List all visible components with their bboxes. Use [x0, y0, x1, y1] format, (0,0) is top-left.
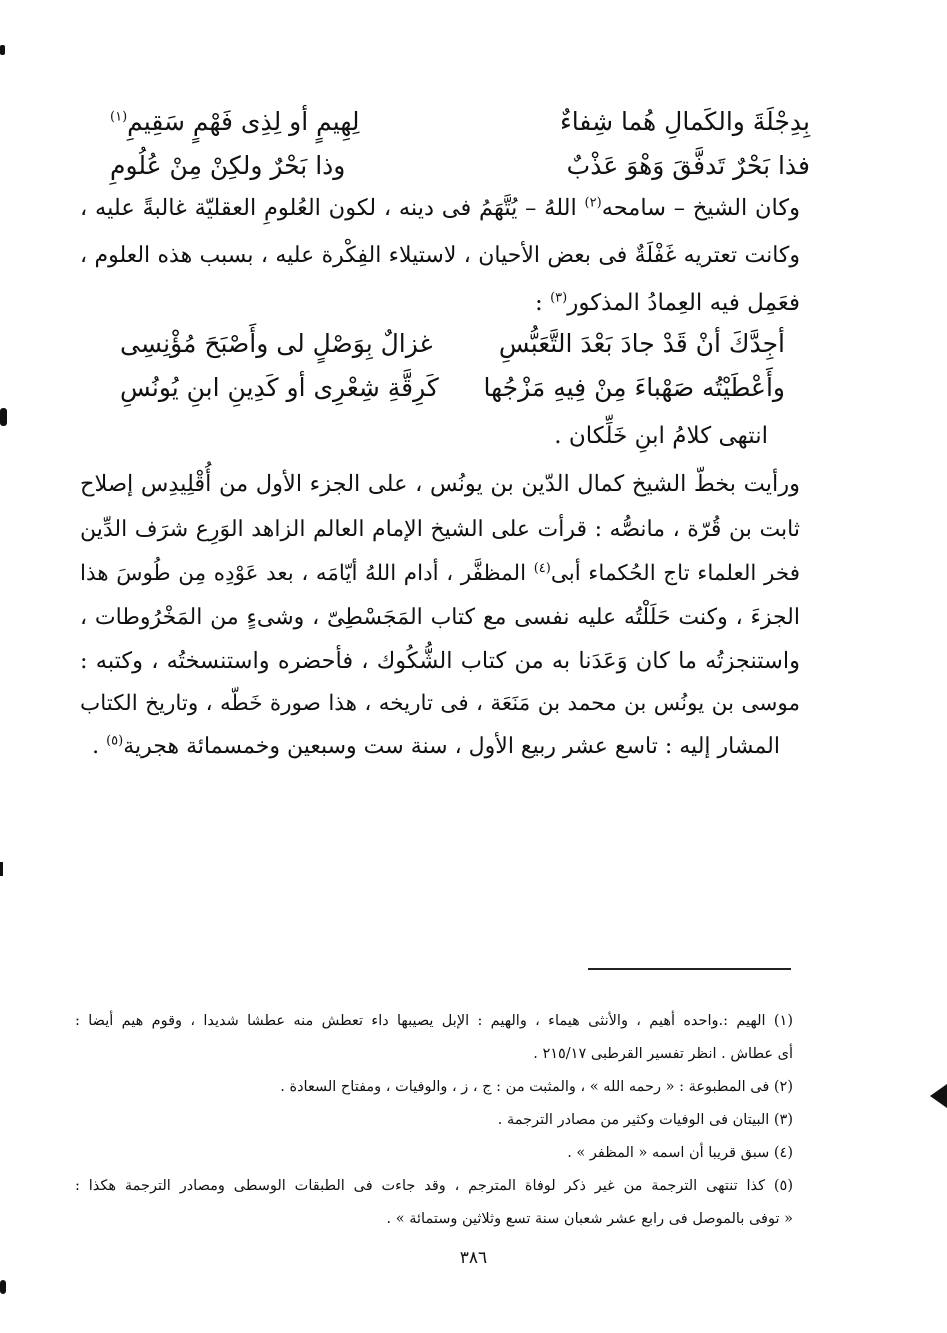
verse-line [110, 100, 810, 144]
verse-line [110, 144, 810, 188]
footnote-ref: (٤) [533, 560, 551, 576]
scan-mark [0, 1280, 6, 1294]
right-hemistich: بِدِجْلَةَ والكَمالِ هُما شِفاءٌ [560, 107, 810, 136]
footnote-3: (٣) البيتان فى الوفيات وكثير من مصادر الترجمة . [497, 1112, 793, 1128]
footnote-5-line-1: (٥) كذا تنتهى الترجمة من غير ذكر لوفاة المترجم ، وقد جاءت فى الطبقات الوسطى ومصادر الترجمة هكذا : [75, 1178, 793, 1194]
paragraph-line [80, 285, 800, 321]
scan-mark [0, 45, 5, 55]
footnote-4: (٤) سبق قريبا أن اسمه « المظفر » . [567, 1145, 793, 1161]
paragraph-line: ورأيت بخطّ الشيخ كمال الدّين بن يونُس ، على الجزء الأول من أُقْلِيدِس إصلاح [80, 471, 800, 497]
footnote-ref: (٢) [584, 195, 602, 211]
left-hemistich [110, 100, 359, 144]
page-number: ٣٨٦ [459, 1248, 488, 1268]
paragraph-line: موسى بن يونُس بن محمد بن مَنَعَة ، فى تاريخه ، هذا صورة خَطّه ، وتاريخ الكتاب [80, 691, 800, 716]
closing-line: انتهى كلامُ ابنِ خَلِّكان . [554, 423, 768, 449]
right-hemistich: وأَعْطَيْتُه صَهْباءَ مِنْ فِيهِ مَزْجُها [483, 373, 785, 402]
text-run: المظفَّر ، أدام اللهُ أيّامَه ، بعد عَوْدِه مِن طُوسَ هذا [80, 561, 534, 586]
footnote-1-line-1: (١) الهيم :.واحده أهيم ، والأنثى هيماء ، والهيم : الإبل يصيبها داء تعطش منه عطشا شديدا ، وقوم هيم أيضا : [75, 1013, 793, 1029]
paragraph-line: الجزءَ ، وكنت حَلَلْتُه عليه نفسى مع كتاب المَجَسْطِىّ ، وشىءٍ من المَخْرُوطات ، [80, 605, 800, 630]
footnotes [75, 1005, 793, 1236]
scan-mark [0, 408, 7, 426]
scan-mark [930, 1084, 947, 1108]
footnote-2: (٢) فى المطبوعة : « رحمه الله » ، والمثبت من : ج ، ز ، والوفيات ، ومفتاح السعادة . [280, 1079, 793, 1095]
paragraph-line: وكانت تعتريه غَفْلَةٌ فى بعض الأحيان ، لاستيلاء الفِكْرة عليه ، بسبب هذه العلوم ، [80, 243, 800, 268]
verse-line [120, 322, 785, 366]
hemistich-text: لِهِيمٍ أو لِذِى فَهْمٍ سَقِيمِ [127, 107, 360, 136]
text-run: : [535, 290, 551, 316]
verse-block-top [110, 100, 810, 188]
paragraph-line: واستنجزتُه ما كان وَعَدَنا به من كتاب الشُّكُوك ، فأحضره واستنسختُه ، وكتبه : [80, 648, 800, 674]
text-run: فخر العلماء تاج الحُكماء أبى [550, 561, 800, 586]
paragraph-line [80, 729, 780, 765]
footnote-5-line-2: « توفى بالموصل فى رابع عشر شعبان سنة تسع وثلاثين وستمائة » . [386, 1211, 793, 1227]
text-run: وكان الشيخ – سامحه [601, 195, 800, 221]
right-hemistich: أجِدَّكَ أنْ قَدْ جادَ بَعْدَ التَّعَبُّسِ [498, 329, 785, 358]
footnote-separator [588, 968, 791, 970]
left-hemistich: كَرِقَّةِ شِعْرِى أو كَدِينِ ابنِ يُونُسِ [120, 373, 439, 402]
footnote-ref: (٣) [550, 290, 568, 306]
text-run: فعَمِل فيه العِمادُ المذكور [567, 290, 800, 316]
text-run: . [92, 734, 107, 759]
paragraph-line [80, 556, 800, 592]
right-hemistich: فذا بَحْرٌ تَدفَّقَ وَهْوَ عَذْبٌ [566, 151, 810, 180]
scan-mark [0, 862, 3, 876]
left-hemistich: وذا بَحْرٌ ولكِنْ مِنْ عُلُومِ [110, 151, 346, 180]
verse-block-middle [120, 322, 785, 410]
verse-line [120, 366, 785, 410]
text-run: اللهُ – يُتَّهَمُ فى دينه ، لكون العُلومِ العقليّة غالبةً عليه ، [80, 195, 585, 221]
paragraph-line: ثابت بن قُرّة ، مانصُّه : قرأت على الشيخ الإمام العالم الزاهد الوَرِع شرَف الدِّين [80, 517, 800, 542]
text-run: المشار إليه : تاسع عشر ربيع الأول ، سنة ست وسبعين وخمسمائة هجرية [123, 734, 780, 759]
paragraph-line [80, 190, 800, 226]
left-hemistich: غزالٌ بِوَصْلٍ لى وأَصْبَحَ مُؤْنِسِى [120, 329, 433, 358]
footnote-ref: (٥) [106, 733, 124, 749]
footnote-ref: (١) [110, 109, 128, 125]
footnote-1-line-2: أى عطاش . انظر تفسير القرطبى ٢١٥/١٧ . [533, 1046, 793, 1062]
